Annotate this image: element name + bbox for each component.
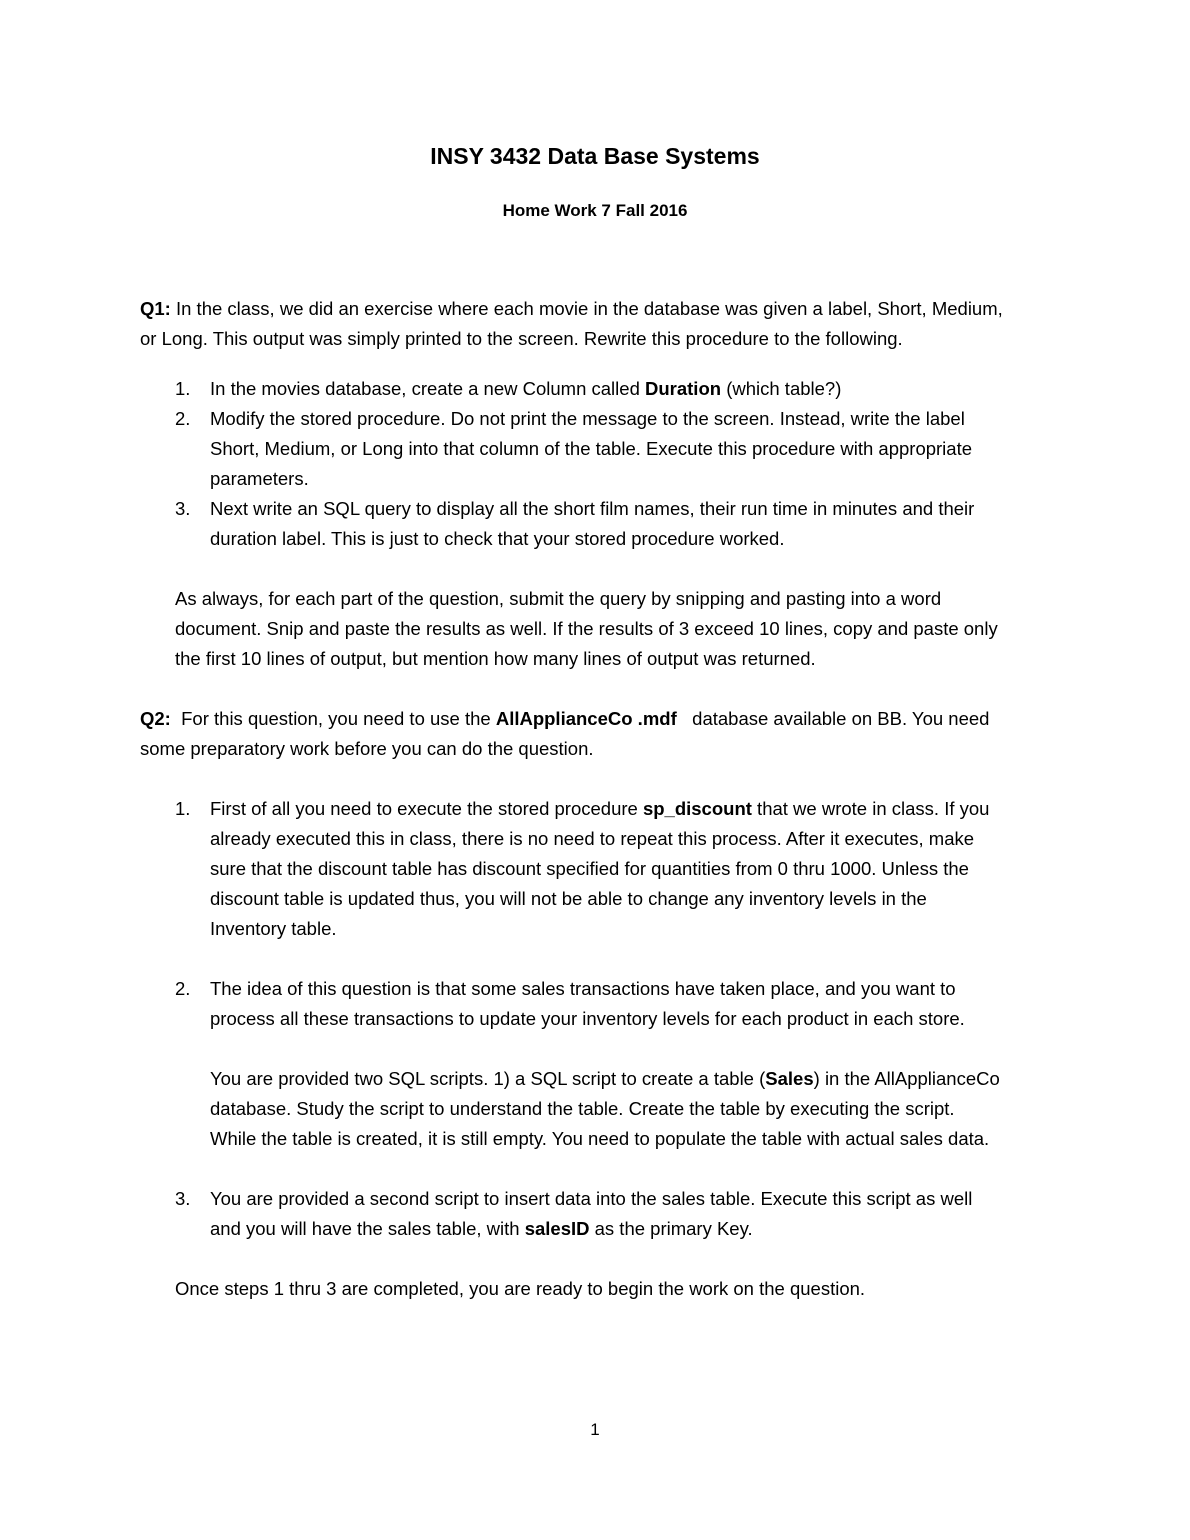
document-subtitle: Home Work 7 Fall 2016 — [502, 201, 688, 220]
list-number: 1. — [175, 798, 191, 819]
q1-label: Q1: — [140, 298, 171, 319]
q2-scripts-paragraph: You are provided two SQL scripts. 1) a SQL script to create a table (Sales) in the AllApplianceCo database. Study the script to understand the table. Create the table by executing the script. While the table is created, it is still empty. You need to populate the table with actual sales data. — [210, 1068, 1000, 1149]
q2-closing: Once steps 1 thru 3 are completed, you are ready to begin the work on the question. — [175, 1278, 866, 1299]
list-number: 2. — [175, 408, 191, 429]
list-number: 2. — [175, 978, 191, 999]
list-number: 1. — [175, 378, 191, 399]
list-number: 3. — [175, 1188, 191, 1209]
document-page: INSY 3432 Data Base Systems Home Work 7 Fall 2016 Q1: In the class, we did an exercise where each movie in the database was given a label, Short, Medium, or Long. This output was simply printed to the screen. Rewrite this procedure to the following. 1. In the movies database, create a new Column called Duration (which table?) 2. Modify the stored procedure. Do not print the message to the screen. Instead, write the label Short, Medium, or Long into that column of the table. Execute this procedure with appropriate parameters. 3. Next write an SQL query to display all the short film names, their run time in minutes and their duration label. This is just to check that your stored procedure worked. As always, for each part of the question, submit the query by snipping and pasting into a word document. Snip and paste the results as well. If the results of 3 exceed 10 lines, copy and paste only the first 10 lines of output, but mention how many lines of output was returned. Q2: For this question, you need to use the AllApplianceCo .mdf database available on BB. You need some preparatory work before you can do the question. 1. First of all you need to execute the stored procedure sp_discount that we wrote in class. If you already executed this in class, there is no need to repeat this process. After it executes, make sure that the discount table has discount specified for quantities from 0 thru 1000. Unless the discount table is updated thus, you will not be able to change any inventory levels in the Inventory table. 2. The idea of this question is that some sales transactions have taken place, and you want to process all these transactions to update your inventory levels for each product in each store. You are provided two SQL scripts. 1) a SQL script to create a table (Sales) in the AllApplianceCo database. Study the script to understand the table. Create the table by executing the script. While the table is created, it is still empty. You need to populate the table with actual sales data. 3. You are provided a second script to insert data into the sales table. Execute this script as well and you will have the sales table, with salesID as the primary Key. Once steps 1 thru 3 are completed, you are ready to begin the work on the question. 1 — [0, 0, 1190, 1540]
q2-label: Q2: — [140, 708, 171, 729]
q2-intro: Q2: For this question, you need to use the AllApplianceCo .mdf database available on BB. You need some preparatory work before you can do the question. — [140, 708, 990, 759]
page-number: 1 — [590, 1420, 600, 1439]
document-title: INSY 3432 Data Base Systems — [430, 143, 760, 169]
q1-intro: Q1: In the class, we did an exercise where each movie in the database was given a label, Short, Medium, or Long. This output was simply printed to the screen. Rewrite this procedure to the following. — [140, 298, 1003, 349]
q1-note: As always, for each part of the question, submit the query by snipping and pasting into a word document. Snip and paste the results as well. If the results of 3 exceed 10 lines, copy and paste only the first 10 lines of output, but mention how many lines of output was returned. — [175, 588, 998, 669]
list-number: 3. — [175, 498, 191, 519]
